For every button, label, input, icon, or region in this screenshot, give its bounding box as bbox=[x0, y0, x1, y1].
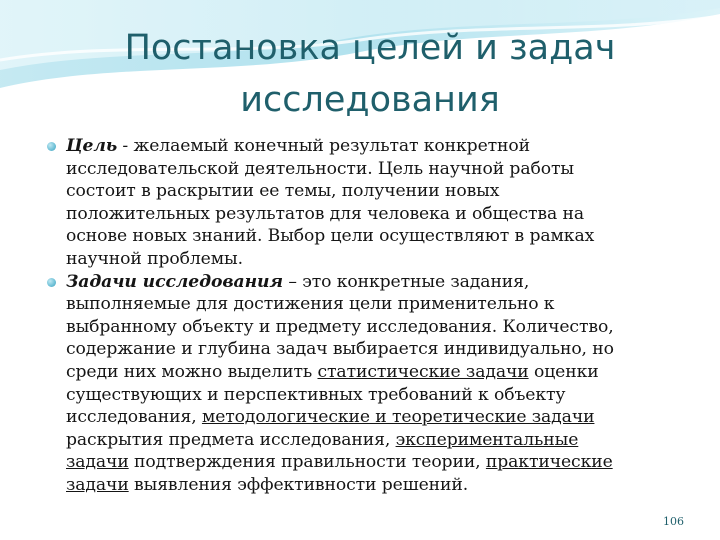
tasks-line-3: выбранному объекту и предмету исследования. Количество, bbox=[66, 316, 614, 337]
tasks-line-5: среди них можно выделить статистические задачи оценки bbox=[66, 361, 599, 382]
tasks-line-9: задачи подтверждения правильности теории, практические bbox=[66, 452, 613, 473]
experimental-tasks-term: экспериментальные bbox=[395, 429, 579, 450]
bullet-goal bbox=[44, 135, 692, 271]
bullet-tasks bbox=[44, 271, 692, 497]
goal-line-6: научной проблемы. bbox=[66, 248, 243, 269]
tasks-line-2: выполняемые для достижения цели применительно к bbox=[66, 294, 555, 315]
goal-term: Цель bbox=[66, 136, 118, 156]
bullet-dot-icon bbox=[47, 142, 56, 151]
bullet-dot-icon bbox=[47, 278, 56, 287]
tasks-term: Задачи исследования bbox=[66, 271, 283, 292]
goal-line-4: положительных результатов для человека и общества на bbox=[66, 203, 584, 224]
tasks-line-4: содержание и глубина задач выбирается индивидуально, но bbox=[66, 339, 614, 360]
methodological-tasks-term: методологические и теоретические задачи bbox=[201, 407, 595, 428]
page-title bbox=[60, 22, 680, 126]
page-number: 106 bbox=[663, 515, 684, 528]
tasks-line-6: существующих и перспективных требований к объекту bbox=[66, 384, 566, 405]
bullet-list bbox=[44, 135, 692, 497]
practical-tasks-term: практические bbox=[485, 452, 613, 473]
goal-line-3: состоит в раскрытии ее темы, получении новых bbox=[66, 181, 500, 202]
tasks-line-1: Задачи исследования – это конкретные задания, bbox=[66, 271, 530, 292]
title-line-1: Постановка целей и задач bbox=[124, 28, 616, 68]
goal-line-5: основе новых знаний. Выбор цели осуществляют в рамках bbox=[66, 226, 595, 247]
statistical-tasks-term: статистические задачи bbox=[317, 361, 529, 382]
title-line-2: исследования bbox=[240, 80, 500, 120]
goal-line-2: исследовательской деятельности. Цель научной работы bbox=[66, 158, 574, 179]
tasks-line-7: исследования, методологические и теоретические задачи bbox=[66, 407, 595, 428]
goal-line-1: Цель - желаемый конечный результат конкретной bbox=[66, 136, 531, 156]
tasks-line-8: раскрытия предмета исследования, экспериментальные bbox=[66, 429, 579, 450]
tasks-line-10: задачи выявления эффективности решений. bbox=[66, 474, 469, 495]
